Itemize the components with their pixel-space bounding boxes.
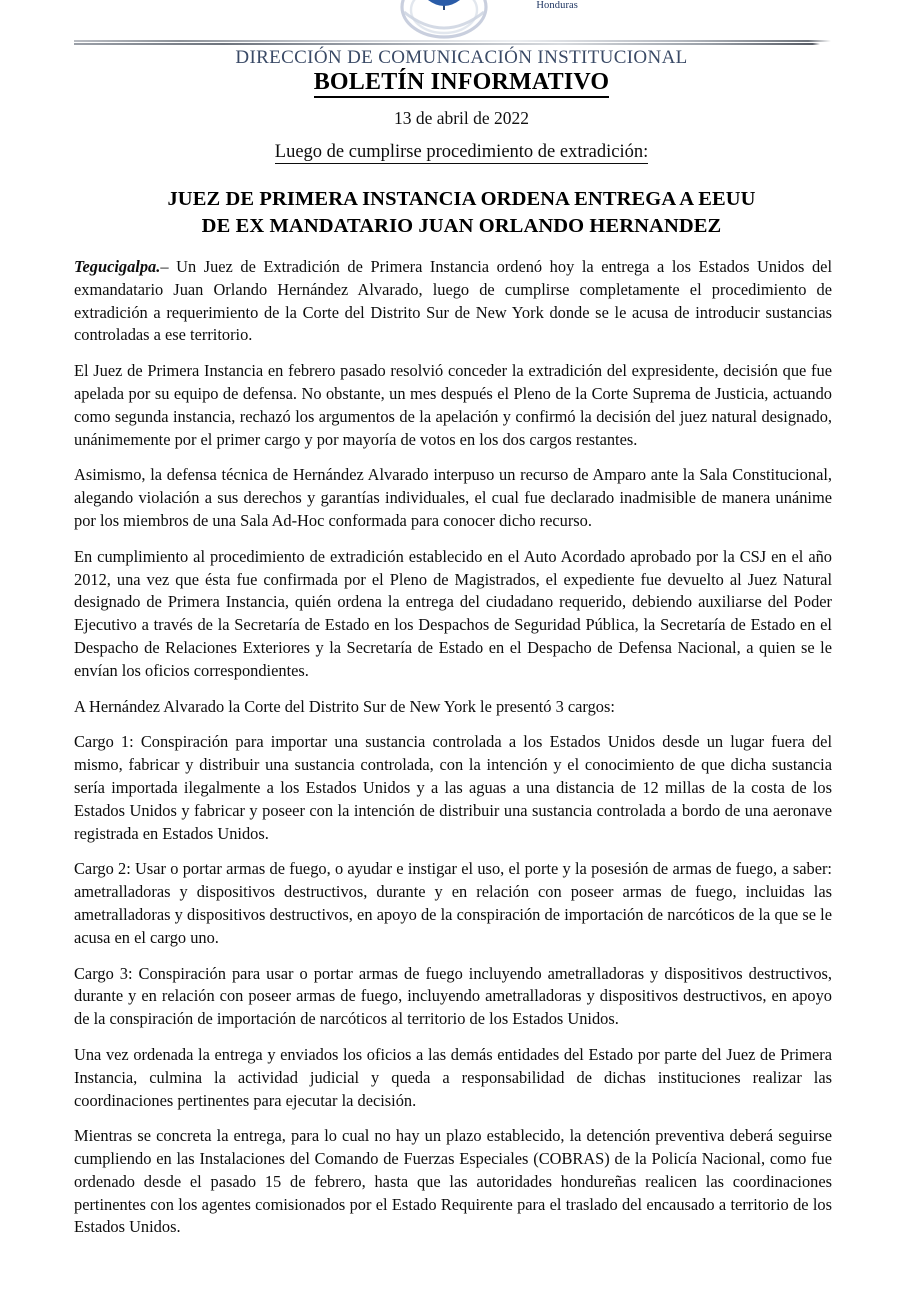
charges-intro: A Hernández Alvarado la Corte del Distrito Sur de New York le presentó 3 cargos: <box>74 696 615 716</box>
paragraph-lead <box>74 256 832 347</box>
bulletin-title <box>0 69 923 96</box>
bulletin-title-text: BOLETÍN INFORMATIVO <box>314 69 610 98</box>
paragraph-4: En cumplimiento al procedimiento de extradición establecido en el Auto Acordado aprobado por la CSJ en el año 2012, una vez que ésta fue confirmada por el Pleno de Magistrados, el expediente fue devuelto al Juez Natural designado de Primera Instancia, quién ordena la entrega del ciudadano requerido, debiendo auxiliarse del Poder Ejecutivo a través de la Secretaría de Estado en los Despachos de Seguridad Pública, la Secretaría de Estado en el Despacho de Relaciones Exteriores y la Secretaría de Estado en el Despacho de Defensa Nacional, a quien se le envían los oficios correspondientes. <box>74 546 832 680</box>
divider-bar-bottom <box>74 43 820 45</box>
charge-1: Cargo 1: Conspiración para importar una sustancia controlada a los Estados Unidos desde un lugar fuera del mismo, fabricar y distribuir una sustancia controlada, con la intención y el conocimiento de que dicha sustancia sería importada ilegalmente a los Estados Unidos y a las aguas a una distancia de 12 millas de la costa de los Estados Unidos y fabricar y poseer con la intención de distribuir una sustancia controlada a bordo de una aeronave registrada en Estados Unidos. <box>74 732 832 843</box>
scales-of-justice-shield-icon <box>398 0 490 40</box>
paragraph-2: El Juez de Primera Instancia en febrero pasado resolvió conceder la extradición del expresidente, decisión que fue apelada por su equipo de defensa. No obstante, un mes después el Pleno de la Corte Suprema de Justicia, actuando como segunda instancia, rechazó los argumentos de la apelación y confirmó la decisión del juez natural designado, unánimemente por el primer cargo y por mayoría de votos en los dos cargos restantes. <box>74 361 832 449</box>
main-headline-line2: DE EX MANDATARIO JUAN ORLANDO HERNANDEZ <box>201 215 722 238</box>
logo-wordmark-line2: Honduras <box>536 0 578 11</box>
paragraph-6: Una vez ordenada la entrega y enviados los oficios a las demás entidades del Estado por parte del Juez de Primera Instancia, culmina la actividad judicial y queda a responsabilidad de dichas instituciones realizar las coordinaciones pertinentes para ejecutar la decisión. <box>74 1044 832 1110</box>
main-headline <box>100 186 823 241</box>
article-body <box>74 256 832 1239</box>
divider-bar-top <box>74 40 831 42</box>
document-header <box>0 0 923 46</box>
headline-kicker <box>0 142 923 163</box>
logo-wordmark <box>490 0 578 12</box>
publication-date: 13 de abril de 2022 <box>393 108 530 128</box>
paragraph-7: Mientras se concreta la entrega, para lo cual no hay un plazo establecido, la detención preventiva deberá seguirse cumpliendo en las Instalaciones del Comando de Fuerzas Especiales (COBRAS) de la Policía Nacional, como fue ordenado desde el pasado 15 de febrero, hasta que las autoridades hondureñas realicen las coordinaciones pertinentes con los agentes comisionados por el Estado Requirente para el traslado del encausado a territorio de los Estados Unidos. <box>74 1126 832 1237</box>
charge-3: Cargo 3: Conspiración para usar o portar armas de fuego incluyendo ametralladoras y dispositivos destructivos, durante y en relación con poseer armas de fuego, incluyendo ametralladoras y dispositivos destructivos, en apoyo de la conspiración de importación de narcóticos al territorio de los Estados Unidos. <box>74 963 832 1029</box>
department-name: DIRECCIÓN DE COMUNICACIÓN INSTITUCIONAL <box>235 47 688 68</box>
paragraph-3: Asimismo, la defensa técnica de Hernández Alvarado interpuso un recurso de Amparo ante la Sala Constitucional, alegando violación a sus derechos y garantías individuales, el cual fue declarado inadmisible de manera unánime por los miembros de una Sala Ad-Hoc conformada para conocer dicho recurso. <box>74 465 832 530</box>
main-headline-line1: JUEZ DE PRIMERA INSTANCIA ORDENA ENTREGA A EEUU <box>167 188 756 210</box>
header-divider <box>74 40 831 45</box>
charge-2: Cargo 2: Usar o portar armas de fuego, o ayudar e instigar el uso, el porte y la posesión de armas de fuego, a saber: ametralladoras y dispositivos destructivos, durante y en relación con poseer armas de fuego, incluidas las ametralladoras y dispositivos destructivos, en apoyo de la conspiración de importación de narcóticos de la que se le acusa en el cargo uno. <box>74 859 832 947</box>
headline-kicker-text: Luego de cumplirse procedimiento de extradición: <box>274 142 649 162</box>
paragraph-lead-text: – Un Juez de Extradición de Primera Instancia ordenó hoy la entrega a los Estados Unidos del exmandatario Juan Orlando Hernández Alvarado, luego de cumplirse completamente el procedimiento de extradición a requerimiento de la Corte del Distrito Sur de New York donde se le acusa de introducir sustancias controladas a ese territorio. <box>74 257 832 345</box>
dateline-city: Tegucigalpa. <box>74 257 161 276</box>
